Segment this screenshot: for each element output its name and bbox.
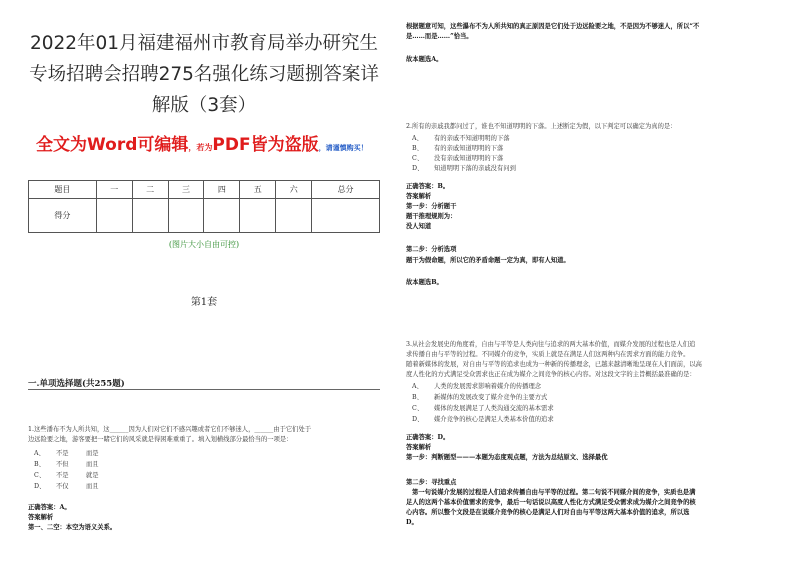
q2-option-a: A、 有的亲戚不知道明明的下落 (412, 135, 510, 142)
score-cell (312, 199, 380, 233)
q1-continued-line1: 根据题意可知，这些瀑布不为人所共知的真正原因是它们处于边远险要之地，不是因为不够迷人，所以“不 (406, 23, 700, 30)
q1-step1: 第一、二空：本空为语义关系。 (28, 524, 117, 531)
q1-continued-line2: 是……而是……”恰当。 (406, 33, 473, 40)
title-line-2: 专场招聘会招聘275名强化练习题捌答案详 (29, 64, 379, 85)
q3-body-line1: 第一句说媒介发展的过程是人们追求传播自由与平等的过程。第二句说不同媒介间的竞争，实质也是满 (412, 489, 696, 496)
score-cell (204, 199, 240, 233)
q3-body-line2: 足人的这两个基本价值需求的竞争，最后一句话说以高度人性化方式满足受众需求成为媒介之间竞争的核 (406, 499, 696, 506)
q1-conclusion: 故本题选A。 (406, 56, 443, 63)
score-header-cell: 一 (96, 181, 132, 199)
q2-option-c: C、 没有亲戚知道明明的下落 (412, 155, 504, 162)
promo-caution: ，请谨慎购买！ (318, 143, 368, 152)
q3-answer: 正确答案：D。 (406, 434, 450, 441)
q3-stem-line2: 求传播自由与平等的过程。不同媒介的竞争，实质上就是在满足人们这两种内在需求方面的能力竞争。 (406, 351, 690, 358)
promo-if: ，若为 (188, 142, 213, 152)
q1-answer: 正确答案：A。 (28, 504, 71, 511)
q1-option-a: A、 不是 而是 (34, 450, 99, 457)
score-header-cell: 三 (168, 181, 204, 199)
q1-option-b: B、 不但 而且 (34, 461, 99, 468)
q1-stem-line2: 边远险要之地，游客要把一睹它们的风采就是得困难重重了。填入划横线部分最恰当的一项是： (28, 436, 293, 443)
q3-option-a: A、 人类的发展需求影响着媒介的传播理念 (412, 383, 542, 390)
q2-step1-value: 没人知道 (406, 223, 432, 230)
q3-option-b: B、 新媒体的发展改变了媒介竞争的主要方式 (412, 394, 548, 401)
score-cell (96, 199, 132, 233)
q2-option-b: B、 有的亲戚知道明明的下落 (412, 145, 504, 152)
q2-analysis-label: 答案解析 (406, 193, 432, 200)
score-cell (168, 199, 204, 233)
score-table (28, 180, 380, 233)
q2-option-d: D、 知道明明下落的亲戚没有问到 (412, 165, 516, 172)
score-table-score-row (29, 199, 380, 233)
q2-conclusion: 故本题选B。 (406, 279, 443, 286)
score-header-cell: 六 (276, 181, 312, 199)
score-header-cell: 题目 (29, 181, 97, 199)
q2-step2: 第二步：分析选项 (406, 246, 457, 253)
q1-option-c: C、 不是 就是 (34, 472, 99, 479)
q1-analysis-label: 答案解析 (28, 514, 54, 521)
promo-pdf-pirated: PDF皆为盗版 (212, 135, 319, 155)
score-header-cell: 总分 (312, 181, 380, 199)
q3-stem-line3: 随着新媒体的发展，对自由与平等的追求也成为一种新的传播理念，已越来越清晰地呈现在人们面前，以高 (406, 361, 702, 368)
promo-word-editable: 全文为Word可编辑 (36, 135, 189, 155)
q3-body-line3: 心内容。所以整个文段是在说媒介竞争的核心是满足人们对自由与平等这两大基本价值的追求，所以选 (406, 509, 690, 516)
q3-step1: 第一步：判断题型———本题为态度观点题，方法为总结原文、选择最优 (406, 454, 608, 461)
score-cell (132, 199, 168, 233)
q3-option-c: C、 媒体的发展满足了人类沟通交流的基本需求 (412, 405, 554, 412)
q2-step2-detail: 题干为假命题，所以它的矛盾命题一定为真，即有人知道。 (406, 257, 570, 264)
q3-option-d: D、 媒介竞争的核心是满足人类基本价值的追求 (412, 416, 554, 423)
q2-step1: 第一步：分析题干 (406, 203, 457, 210)
promo-banner (36, 130, 368, 155)
section-title: 一.单项选择题(共255题) (28, 379, 125, 389)
title-line-1: 2022年01月福建福州市教育局举办研究生 (29, 33, 379, 54)
q3-stem-line1: 3.从社会发展史的角度看，自由与平等是人类向往与追求的两大基本价值，而媒介发展的过程也是人们追 (406, 341, 696, 348)
q3-body-line4: D。 (406, 519, 418, 526)
score-table-header-row (29, 181, 380, 199)
score-row-label: 得分 (29, 199, 97, 233)
right-column (400, 0, 800, 565)
score-header-cell: 二 (132, 181, 168, 199)
score-cell (240, 199, 276, 233)
set-label: 第1套 (190, 297, 218, 308)
q2-answer: 正确答案：B。 (406, 183, 450, 190)
score-header-cell: 四 (204, 181, 240, 199)
score-header-cell: 五 (240, 181, 276, 199)
title-line-3: 解版（3套） (151, 95, 257, 116)
q3-stem-line4: 度人性化的方式满足受众需求也正在成为媒介之间竞争的核心内容。对这段文字的主旨概括最准确的是： (406, 371, 696, 378)
document-title (28, 28, 380, 121)
q3-step2: 第二步：寻找重点 (406, 479, 457, 486)
q2-stem: 2.所有的亲戚我都问过了，谁也不知道明明的下落。上述断定为假，以下判定可以确定为真的是： (406, 123, 677, 130)
q1-option-d: D、 不仅 而且 (34, 483, 99, 490)
section-divider (28, 389, 380, 390)
q2-step1-rule: 题干推理规则为： (406, 213, 457, 220)
q3-analysis-label: 答案解析 (406, 444, 432, 451)
q1-stem-line1: 1.这些潘布不为人所共知，这______因为人们对它们不感兴趣或者它们不够迷人，______由于它们处于 (28, 426, 312, 433)
score-cell (276, 199, 312, 233)
picture-size-note: (图片大小自由可控) (168, 240, 240, 249)
